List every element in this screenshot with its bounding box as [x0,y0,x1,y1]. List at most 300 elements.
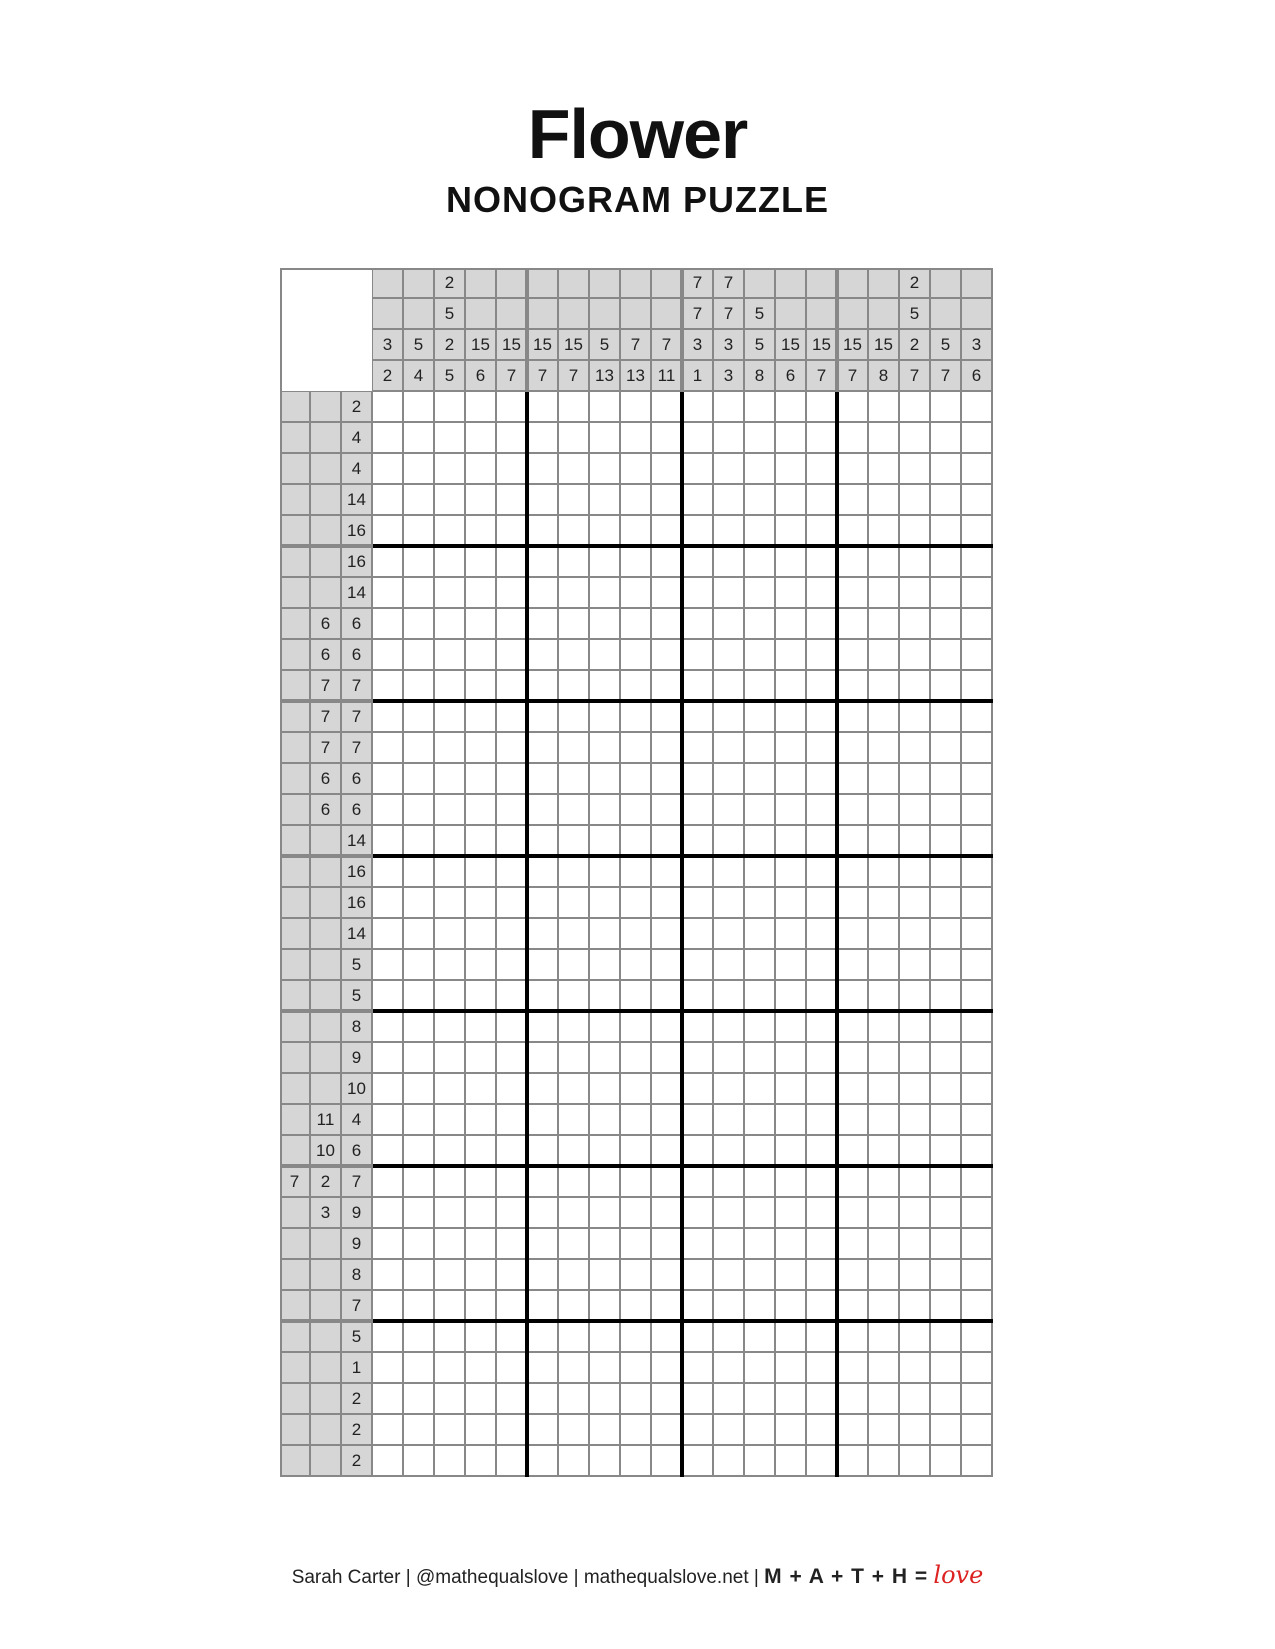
grid-cell[interactable] [373,826,404,857]
grid-cell[interactable] [869,392,900,423]
grid-cell[interactable] [621,1136,652,1167]
grid-cell[interactable] [497,1229,528,1260]
grid-cell[interactable] [435,1074,466,1105]
grid-cell[interactable] [962,1229,993,1260]
grid-cell[interactable] [559,1446,590,1477]
grid-cell[interactable] [900,1291,931,1322]
grid-cell[interactable] [559,671,590,702]
grid-cell[interactable] [373,578,404,609]
grid-cell[interactable] [869,578,900,609]
grid-cell[interactable] [621,1012,652,1043]
grid-cell[interactable] [652,454,683,485]
grid-cell[interactable] [869,826,900,857]
grid-cell[interactable] [900,919,931,950]
grid-cell[interactable] [404,392,435,423]
grid-cell[interactable] [435,392,466,423]
grid-cell[interactable] [962,1353,993,1384]
grid-cell[interactable] [621,1291,652,1322]
grid-cell[interactable] [869,516,900,547]
grid-cell[interactable] [962,1291,993,1322]
grid-cell[interactable] [869,1012,900,1043]
grid-cell[interactable] [745,764,776,795]
grid-cell[interactable] [466,1043,497,1074]
grid-cell[interactable] [590,578,621,609]
grid-cell[interactable] [652,578,683,609]
grid-cell[interactable] [404,1074,435,1105]
grid-cell[interactable] [714,1353,745,1384]
grid-cell[interactable] [683,1291,714,1322]
grid-cell[interactable] [745,1353,776,1384]
grid-cell[interactable] [962,702,993,733]
grid-cell[interactable] [962,1167,993,1198]
grid-cell[interactable] [714,1012,745,1043]
grid-cell[interactable] [528,1136,559,1167]
grid-cell[interactable] [745,1260,776,1291]
grid-cell[interactable] [621,1322,652,1353]
grid-cell[interactable] [590,1012,621,1043]
grid-cell[interactable] [714,1105,745,1136]
grid-cell[interactable] [776,485,807,516]
grid-cell[interactable] [590,547,621,578]
grid-cell[interactable] [683,857,714,888]
grid-cell[interactable] [497,1198,528,1229]
grid-cell[interactable] [590,609,621,640]
grid-cell[interactable] [373,1198,404,1229]
grid-cell[interactable] [590,671,621,702]
grid-cell[interactable] [590,454,621,485]
grid-cell[interactable] [900,609,931,640]
grid-cell[interactable] [745,733,776,764]
grid-cell[interactable] [745,547,776,578]
grid-cell[interactable] [373,1136,404,1167]
grid-cell[interactable] [373,1384,404,1415]
grid-cell[interactable] [807,485,838,516]
grid-cell[interactable] [900,516,931,547]
grid-cell[interactable] [714,888,745,919]
grid-cell[interactable] [745,950,776,981]
grid-cell[interactable] [559,1384,590,1415]
grid-cell[interactable] [373,485,404,516]
grid-cell[interactable] [435,671,466,702]
grid-cell[interactable] [745,392,776,423]
grid-cell[interactable] [900,1353,931,1384]
grid-cell[interactable] [776,1167,807,1198]
grid-cell[interactable] [807,671,838,702]
grid-cell[interactable] [962,795,993,826]
grid-cell[interactable] [435,1415,466,1446]
grid-cell[interactable] [931,392,962,423]
grid-cell[interactable] [962,1043,993,1074]
grid-cell[interactable] [776,826,807,857]
grid-cell[interactable] [869,671,900,702]
grid-cell[interactable] [528,1012,559,1043]
grid-cell[interactable] [528,1074,559,1105]
grid-cell[interactable] [838,609,869,640]
grid-cell[interactable] [497,1167,528,1198]
grid-cell[interactable] [652,423,683,454]
grid-cell[interactable] [466,1105,497,1136]
grid-cell[interactable] [559,1043,590,1074]
grid-cell[interactable] [621,547,652,578]
grid-cell[interactable] [559,1415,590,1446]
grid-cell[interactable] [559,857,590,888]
grid-cell[interactable] [745,640,776,671]
grid-cell[interactable] [869,1446,900,1477]
grid-cell[interactable] [745,1291,776,1322]
grid-cell[interactable] [807,640,838,671]
grid-cell[interactable] [652,888,683,919]
grid-cell[interactable] [931,1105,962,1136]
grid-cell[interactable] [497,1074,528,1105]
grid-cell[interactable] [776,1105,807,1136]
grid-cell[interactable] [466,547,497,578]
grid-cell[interactable] [869,702,900,733]
grid-cell[interactable] [497,392,528,423]
grid-cell[interactable] [621,454,652,485]
grid-cell[interactable] [683,1198,714,1229]
grid-cell[interactable] [466,795,497,826]
grid-cell[interactable] [528,702,559,733]
grid-cell[interactable] [621,392,652,423]
grid-cell[interactable] [590,764,621,795]
grid-cell[interactable] [776,578,807,609]
grid-cell[interactable] [652,981,683,1012]
grid-cell[interactable] [590,1136,621,1167]
grid-cell[interactable] [652,547,683,578]
grid-cell[interactable] [559,702,590,733]
grid-cell[interactable] [838,1074,869,1105]
grid-cell[interactable] [931,795,962,826]
grid-cell[interactable] [373,1353,404,1384]
grid-cell[interactable] [962,1260,993,1291]
grid-cell[interactable] [497,423,528,454]
grid-cell[interactable] [404,454,435,485]
grid-cell[interactable] [528,888,559,919]
grid-cell[interactable] [683,609,714,640]
grid-cell[interactable] [776,1384,807,1415]
grid-cell[interactable] [466,1198,497,1229]
grid-cell[interactable] [931,764,962,795]
grid-cell[interactable] [807,1260,838,1291]
grid-cell[interactable] [652,764,683,795]
grid-cell[interactable] [497,516,528,547]
grid-cell[interactable] [590,1260,621,1291]
grid-cell[interactable] [652,516,683,547]
grid-cell[interactable] [404,702,435,733]
grid-cell[interactable] [931,1043,962,1074]
grid-cell[interactable] [838,1167,869,1198]
grid-cell[interactable] [528,733,559,764]
grid-cell[interactable] [652,733,683,764]
grid-cell[interactable] [683,516,714,547]
grid-cell[interactable] [466,454,497,485]
grid-cell[interactable] [869,609,900,640]
grid-cell[interactable] [745,423,776,454]
grid-cell[interactable] [931,1446,962,1477]
grid-cell[interactable] [435,795,466,826]
grid-cell[interactable] [404,609,435,640]
grid-cell[interactable] [714,578,745,609]
grid-cell[interactable] [373,392,404,423]
grid-cell[interactable] [745,516,776,547]
grid-cell[interactable] [714,1291,745,1322]
grid-cell[interactable] [745,609,776,640]
grid-cell[interactable] [528,423,559,454]
grid-cell[interactable] [497,1291,528,1322]
grid-cell[interactable] [807,950,838,981]
grid-cell[interactable] [807,1198,838,1229]
grid-cell[interactable] [497,578,528,609]
grid-cell[interactable] [714,981,745,1012]
grid-cell[interactable] [807,764,838,795]
grid-cell[interactable] [714,702,745,733]
grid-cell[interactable] [590,857,621,888]
grid-cell[interactable] [900,423,931,454]
grid-cell[interactable] [931,1167,962,1198]
grid-cell[interactable] [373,950,404,981]
grid-cell[interactable] [497,1136,528,1167]
grid-cell[interactable] [559,764,590,795]
grid-cell[interactable] [714,640,745,671]
grid-cell[interactable] [838,1198,869,1229]
grid-cell[interactable] [900,981,931,1012]
grid-cell[interactable] [652,1105,683,1136]
grid-cell[interactable] [466,888,497,919]
grid-cell[interactable] [869,1260,900,1291]
grid-cell[interactable] [776,795,807,826]
grid-cell[interactable] [652,1074,683,1105]
grid-cell[interactable] [404,1043,435,1074]
grid-cell[interactable] [807,702,838,733]
grid-cell[interactable] [404,919,435,950]
grid-cell[interactable] [435,981,466,1012]
grid-cell[interactable] [621,1415,652,1446]
grid-cell[interactable] [931,578,962,609]
grid-cell[interactable] [931,1260,962,1291]
grid-cell[interactable] [652,950,683,981]
grid-cell[interactable] [807,1353,838,1384]
grid-cell[interactable] [590,1198,621,1229]
grid-cell[interactable] [931,950,962,981]
grid-cell[interactable] [528,516,559,547]
grid-cell[interactable] [683,764,714,795]
grid-cell[interactable] [900,702,931,733]
grid-cell[interactable] [931,1074,962,1105]
grid-cell[interactable] [404,764,435,795]
grid-cell[interactable] [404,826,435,857]
grid-cell[interactable] [962,950,993,981]
grid-cell[interactable] [435,1446,466,1477]
grid-cell[interactable] [466,392,497,423]
grid-cell[interactable] [745,857,776,888]
grid-cell[interactable] [807,516,838,547]
grid-cell[interactable] [962,857,993,888]
grid-cell[interactable] [745,1012,776,1043]
grid-cell[interactable] [373,1229,404,1260]
grid-cell[interactable] [776,981,807,1012]
grid-cell[interactable] [962,578,993,609]
grid-cell[interactable] [869,981,900,1012]
grid-cell[interactable] [528,857,559,888]
grid-cell[interactable] [776,888,807,919]
grid-cell[interactable] [838,764,869,795]
grid-cell[interactable] [373,1291,404,1322]
grid-cell[interactable] [621,1043,652,1074]
grid-cell[interactable] [900,1198,931,1229]
grid-cell[interactable] [404,1012,435,1043]
grid-cell[interactable] [931,1415,962,1446]
grid-cell[interactable] [590,392,621,423]
grid-cell[interactable] [838,1260,869,1291]
grid-cell[interactable] [559,485,590,516]
grid-cell[interactable] [435,1291,466,1322]
grid-cell[interactable] [621,733,652,764]
grid-cell[interactable] [404,578,435,609]
grid-cell[interactable] [869,640,900,671]
grid-cell[interactable] [497,671,528,702]
grid-cell[interactable] [404,485,435,516]
grid-cell[interactable] [497,733,528,764]
grid-cell[interactable] [435,1322,466,1353]
grid-cell[interactable] [590,795,621,826]
grid-cell[interactable] [838,857,869,888]
grid-cell[interactable] [776,1012,807,1043]
grid-cell[interactable] [373,981,404,1012]
grid-cell[interactable] [931,733,962,764]
grid-cell[interactable] [435,609,466,640]
grid-cell[interactable] [559,1229,590,1260]
grid-cell[interactable] [466,485,497,516]
grid-cell[interactable] [466,1322,497,1353]
grid-cell[interactable] [900,795,931,826]
grid-cell[interactable] [900,1260,931,1291]
grid-cell[interactable] [714,1446,745,1477]
grid-cell[interactable] [435,547,466,578]
grid-cell[interactable] [776,1415,807,1446]
grid-cell[interactable] [497,1043,528,1074]
grid-cell[interactable] [900,857,931,888]
grid-cell[interactable] [962,547,993,578]
grid-cell[interactable] [962,1012,993,1043]
grid-cell[interactable] [869,1229,900,1260]
grid-cell[interactable] [714,1384,745,1415]
grid-cell[interactable] [683,1260,714,1291]
grid-cell[interactable] [962,640,993,671]
grid-cell[interactable] [404,671,435,702]
grid-cell[interactable] [869,1167,900,1198]
grid-cell[interactable] [404,1229,435,1260]
grid-cell[interactable] [652,795,683,826]
grid-cell[interactable] [590,485,621,516]
grid-cell[interactable] [931,1198,962,1229]
grid-cell[interactable] [776,857,807,888]
grid-cell[interactable] [590,640,621,671]
grid-cell[interactable] [466,702,497,733]
grid-cell[interactable] [590,826,621,857]
grid-cell[interactable] [745,454,776,485]
grid-cell[interactable] [683,795,714,826]
grid-cell[interactable] [900,1322,931,1353]
grid-cell[interactable] [745,1105,776,1136]
grid-cell[interactable] [590,516,621,547]
grid-cell[interactable] [621,826,652,857]
grid-cell[interactable] [652,1260,683,1291]
grid-cell[interactable] [466,1446,497,1477]
grid-cell[interactable] [652,1229,683,1260]
grid-cell[interactable] [435,764,466,795]
grid-cell[interactable] [745,1322,776,1353]
grid-cell[interactable] [900,1415,931,1446]
grid-cell[interactable] [528,578,559,609]
grid-cell[interactable] [621,764,652,795]
grid-cell[interactable] [683,919,714,950]
grid-cell[interactable] [404,1384,435,1415]
grid-cell[interactable] [590,1105,621,1136]
grid-cell[interactable] [900,1043,931,1074]
grid-cell[interactable] [838,1322,869,1353]
grid-cell[interactable] [404,733,435,764]
grid-cell[interactable] [652,485,683,516]
grid-cell[interactable] [745,1446,776,1477]
grid-cell[interactable] [900,454,931,485]
grid-cell[interactable] [590,950,621,981]
grid-cell[interactable] [714,733,745,764]
grid-cell[interactable] [528,1198,559,1229]
grid-cell[interactable] [621,1384,652,1415]
grid-cell[interactable] [776,671,807,702]
grid-cell[interactable] [590,1353,621,1384]
grid-cell[interactable] [869,1198,900,1229]
grid-cell[interactable] [528,547,559,578]
grid-cell[interactable] [838,423,869,454]
grid-cell[interactable] [497,888,528,919]
grid-cell[interactable] [373,702,404,733]
grid-cell[interactable] [404,888,435,919]
grid-cell[interactable] [435,1198,466,1229]
grid-cell[interactable] [373,640,404,671]
grid-cell[interactable] [900,950,931,981]
grid-cell[interactable] [497,764,528,795]
grid-cell[interactable] [683,1415,714,1446]
grid-cell[interactable] [466,1136,497,1167]
grid-cell[interactable] [404,1136,435,1167]
grid-cell[interactable] [559,547,590,578]
grid-cell[interactable] [466,609,497,640]
grid-cell[interactable] [962,516,993,547]
grid-cell[interactable] [838,1229,869,1260]
grid-cell[interactable] [373,609,404,640]
grid-cell[interactable] [931,609,962,640]
grid-cell[interactable] [869,1291,900,1322]
grid-cell[interactable] [900,1384,931,1415]
grid-cell[interactable] [838,919,869,950]
grid-cell[interactable] [404,1353,435,1384]
grid-cell[interactable] [652,1384,683,1415]
grid-cell[interactable] [683,671,714,702]
grid-cell[interactable] [962,1322,993,1353]
grid-cell[interactable] [559,640,590,671]
grid-cell[interactable] [497,981,528,1012]
grid-cell[interactable] [559,1291,590,1322]
grid-cell[interactable] [466,1074,497,1105]
grid-cell[interactable] [962,733,993,764]
grid-cell[interactable] [776,1446,807,1477]
grid-cell[interactable] [404,1198,435,1229]
grid-cell[interactable] [838,485,869,516]
grid-cell[interactable] [466,516,497,547]
grid-cell[interactable] [466,578,497,609]
grid-cell[interactable] [776,1136,807,1167]
